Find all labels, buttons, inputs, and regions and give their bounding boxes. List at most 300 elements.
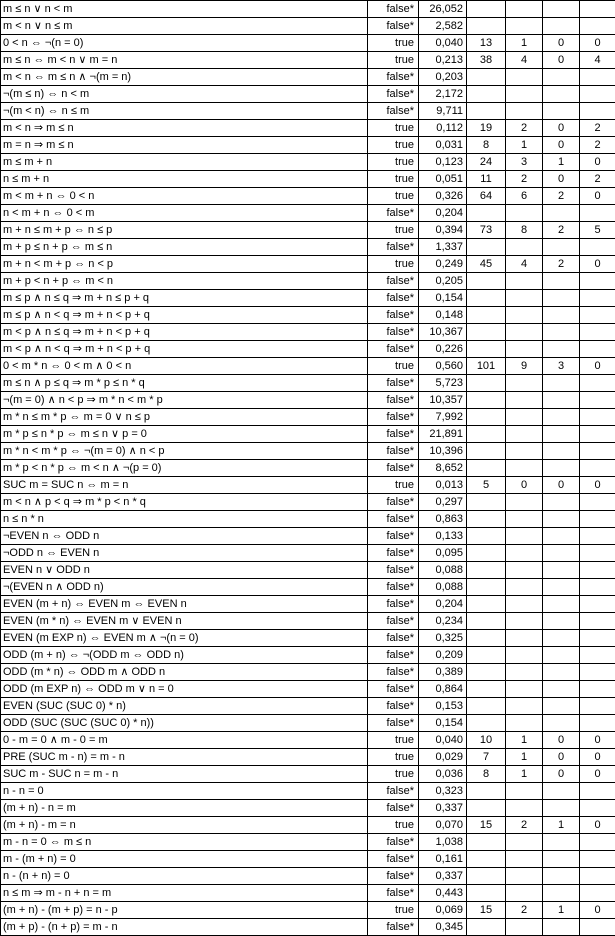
table-row xyxy=(1,477,615,494)
table-row xyxy=(1,800,615,817)
count-2-cell xyxy=(506,613,543,630)
count-3-cell xyxy=(543,273,580,290)
formula-cell: EVEN (SUC (SUC 0) * n) xyxy=(1,698,368,715)
time-cell: 0,325 xyxy=(419,630,467,647)
count-3-cell xyxy=(543,800,580,817)
count-3-cell xyxy=(543,681,580,698)
count-4-cell xyxy=(580,1,615,18)
count-3-cell xyxy=(543,239,580,256)
truth-cell: false* xyxy=(368,885,419,902)
formula-cell: m * p ≤ n * p ⇔ m ≤ n ∨ p = 0 xyxy=(1,426,368,443)
count-2-cell xyxy=(506,868,543,885)
table-row xyxy=(1,205,615,222)
formula-cell: m < n ⇔ m ≤ n ∧ ¬(m = n) xyxy=(1,69,368,86)
count-1-cell: 19 xyxy=(467,120,506,137)
count-3-cell: 1 xyxy=(543,902,580,919)
truth-cell: false* xyxy=(368,324,419,341)
time-cell: 0,337 xyxy=(419,868,467,885)
count-3-cell xyxy=(543,307,580,324)
truth-cell: true xyxy=(368,766,419,783)
time-cell: 0,161 xyxy=(419,851,467,868)
truth-cell: false* xyxy=(368,18,419,35)
truth-cell: true xyxy=(368,154,419,171)
count-1-cell xyxy=(467,681,506,698)
table-row xyxy=(1,273,615,290)
table-row xyxy=(1,868,615,885)
formula-cell: n - (n + n) = 0 xyxy=(1,868,368,885)
count-1-cell xyxy=(467,511,506,528)
formula-cell: 0 < m * n ⇔ 0 < m ∧ 0 < n xyxy=(1,358,368,375)
truth-cell: false* xyxy=(368,511,419,528)
time-cell: 0,205 xyxy=(419,273,467,290)
count-3-cell xyxy=(543,919,580,936)
count-3-cell xyxy=(543,647,580,664)
count-2-cell xyxy=(506,885,543,902)
count-2-cell xyxy=(506,426,543,443)
formula-cell: m < m + n ⇔ 0 < n xyxy=(1,188,368,205)
count-3-cell: 0 xyxy=(543,120,580,137)
formula-cell: 0 - m = 0 ∧ m - 0 = m xyxy=(1,732,368,749)
count-2-cell xyxy=(506,103,543,120)
count-2-cell xyxy=(506,851,543,868)
count-4-cell xyxy=(580,239,615,256)
count-4-cell xyxy=(580,375,615,392)
table-row xyxy=(1,528,615,545)
count-1-cell xyxy=(467,1,506,18)
count-2-cell xyxy=(506,545,543,562)
count-2-cell xyxy=(506,18,543,35)
count-1-cell xyxy=(467,868,506,885)
table-row xyxy=(1,1,615,18)
count-2-cell xyxy=(506,698,543,715)
count-3-cell xyxy=(543,664,580,681)
count-4-cell: 0 xyxy=(580,766,615,783)
truth-cell: false* xyxy=(368,307,419,324)
truth-cell: false* xyxy=(368,239,419,256)
count-4-cell: 0 xyxy=(580,35,615,52)
table-row xyxy=(1,494,615,511)
formula-cell: m < p ∧ n ≤ q ⇒ m + n < p + q xyxy=(1,324,368,341)
truth-cell: false* xyxy=(368,868,419,885)
truth-cell: false* xyxy=(368,579,419,596)
count-4-cell: 0 xyxy=(580,256,615,273)
formula-cell: n < m + n ⇔ 0 < m xyxy=(1,205,368,222)
table-row xyxy=(1,35,615,52)
truth-cell: true xyxy=(368,732,419,749)
formula-cell: m < n ∨ n ≤ m xyxy=(1,18,368,35)
time-cell: 0,204 xyxy=(419,596,467,613)
count-4-cell xyxy=(580,324,615,341)
count-2-cell xyxy=(506,783,543,800)
truth-cell: false* xyxy=(368,69,419,86)
time-cell: 0,226 xyxy=(419,341,467,358)
formula-cell: m = n ⇒ m ≤ n xyxy=(1,137,368,154)
count-3-cell: 0 xyxy=(543,35,580,52)
table-row xyxy=(1,52,615,69)
count-2-cell: 4 xyxy=(506,52,543,69)
count-1-cell xyxy=(467,460,506,477)
count-3-cell xyxy=(543,18,580,35)
formula-cell: (m + n) - m = n xyxy=(1,817,368,834)
table-row xyxy=(1,817,615,834)
truth-cell: false* xyxy=(368,409,419,426)
count-2-cell xyxy=(506,511,543,528)
table-row xyxy=(1,851,615,868)
formula-cell: m - (m + n) = 0 xyxy=(1,851,368,868)
count-2-cell xyxy=(506,324,543,341)
count-2-cell xyxy=(506,494,543,511)
count-1-cell xyxy=(467,18,506,35)
count-1-cell xyxy=(467,647,506,664)
table-row xyxy=(1,290,615,307)
count-1-cell: 8 xyxy=(467,137,506,154)
count-1-cell xyxy=(467,800,506,817)
count-3-cell: 3 xyxy=(543,358,580,375)
count-3-cell: 1 xyxy=(543,154,580,171)
table-row xyxy=(1,698,615,715)
formula-cell: ODD (SUC (SUC (SUC 0) * n)) xyxy=(1,715,368,732)
table-row xyxy=(1,409,615,426)
time-cell: 0,234 xyxy=(419,613,467,630)
table-row xyxy=(1,18,615,35)
count-3-cell: 0 xyxy=(543,766,580,783)
table-row xyxy=(1,460,615,477)
count-3-cell xyxy=(543,69,580,86)
count-4-cell xyxy=(580,834,615,851)
count-2-cell xyxy=(506,919,543,936)
truth-cell: false* xyxy=(368,528,419,545)
time-cell: 0,154 xyxy=(419,715,467,732)
count-4-cell xyxy=(580,698,615,715)
time-cell: 0,133 xyxy=(419,528,467,545)
count-3-cell xyxy=(543,613,580,630)
formula-cell: m < p ∧ n < q ⇒ m + n < p + q xyxy=(1,341,368,358)
count-2-cell xyxy=(506,630,543,647)
formula-cell: m + p < n + p ⇔ m < n xyxy=(1,273,368,290)
count-3-cell: 1 xyxy=(543,817,580,834)
truth-cell: true xyxy=(368,817,419,834)
time-cell: 0,051 xyxy=(419,171,467,188)
formula-cell: PRE (SUC m - n) = m - n xyxy=(1,749,368,766)
count-2-cell xyxy=(506,528,543,545)
count-4-cell: 0 xyxy=(580,358,615,375)
formula-cell: m + n < m + p ⇔ n < p xyxy=(1,256,368,273)
count-2-cell: 1 xyxy=(506,137,543,154)
time-cell: 0,069 xyxy=(419,902,467,919)
time-cell: 0,112 xyxy=(419,120,467,137)
table-row xyxy=(1,579,615,596)
truth-cell: true xyxy=(368,749,419,766)
count-2-cell xyxy=(506,596,543,613)
count-2-cell xyxy=(506,273,543,290)
formula-cell: ¬(EVEN n ∧ ODD n) xyxy=(1,579,368,596)
truth-cell: true xyxy=(368,35,419,52)
time-cell: 0,088 xyxy=(419,579,467,596)
count-3-cell xyxy=(543,409,580,426)
truth-cell: true xyxy=(368,477,419,494)
truth-cell: false* xyxy=(368,290,419,307)
count-3-cell xyxy=(543,392,580,409)
count-3-cell: 0 xyxy=(543,477,580,494)
count-2-cell xyxy=(506,86,543,103)
count-1-cell xyxy=(467,426,506,443)
count-4-cell xyxy=(580,783,615,800)
count-3-cell xyxy=(543,868,580,885)
count-1-cell: 7 xyxy=(467,749,506,766)
time-cell: 9,711 xyxy=(419,103,467,120)
count-2-cell xyxy=(506,392,543,409)
time-cell: 0,345 xyxy=(419,919,467,936)
formula-cell: n - n = 0 xyxy=(1,783,368,800)
count-2-cell: 0 xyxy=(506,477,543,494)
count-4-cell xyxy=(580,800,615,817)
table-row xyxy=(1,613,615,630)
formula-cell: m ≤ n ∨ n < m xyxy=(1,1,368,18)
count-4-cell xyxy=(580,273,615,290)
count-1-cell: 64 xyxy=(467,188,506,205)
count-2-cell: 1 xyxy=(506,766,543,783)
truth-cell: false* xyxy=(368,426,419,443)
count-3-cell xyxy=(543,443,580,460)
formula-cell: m ≤ n ∧ p ≤ q ⇒ m * p ≤ n * q xyxy=(1,375,368,392)
table-row xyxy=(1,307,615,324)
count-1-cell xyxy=(467,562,506,579)
time-cell: 0,040 xyxy=(419,35,467,52)
count-4-cell: 0 xyxy=(580,732,615,749)
count-3-cell: 0 xyxy=(543,171,580,188)
table-row xyxy=(1,188,615,205)
formula-cell: EVEN (m + n) ⇔ EVEN m ⇔ EVEN n xyxy=(1,596,368,613)
truth-cell: false* xyxy=(368,1,419,18)
table-row xyxy=(1,103,615,120)
formula-cell: n ≤ m ⇒ m - n + n = m xyxy=(1,885,368,902)
formula-cell: m ≤ p ∧ n ≤ q ⇒ m + n ≤ p + q xyxy=(1,290,368,307)
truth-cell: true xyxy=(368,188,419,205)
time-cell: 0,337 xyxy=(419,800,467,817)
count-3-cell xyxy=(543,885,580,902)
count-1-cell xyxy=(467,341,506,358)
count-3-cell: 2 xyxy=(543,222,580,239)
formula-cell: ¬(m = 0) ∧ n < p ⇒ m * n < m * p xyxy=(1,392,368,409)
formula-cell: ¬(m ≤ n) ⇔ n < m xyxy=(1,86,368,103)
results-table-body xyxy=(1,1,615,936)
time-cell: 0,249 xyxy=(419,256,467,273)
table-row xyxy=(1,647,615,664)
count-3-cell xyxy=(543,494,580,511)
formula-cell: ODD (m * n) ⇔ ODD m ∧ ODD n xyxy=(1,664,368,681)
count-3-cell xyxy=(543,375,580,392)
time-cell: 0,154 xyxy=(419,290,467,307)
table-row xyxy=(1,443,615,460)
count-4-cell xyxy=(580,596,615,613)
count-1-cell: 10 xyxy=(467,732,506,749)
count-4-cell xyxy=(580,392,615,409)
time-cell: 0,088 xyxy=(419,562,467,579)
count-1-cell: 13 xyxy=(467,35,506,52)
count-1-cell xyxy=(467,885,506,902)
table-row xyxy=(1,885,615,902)
count-1-cell: 38 xyxy=(467,52,506,69)
truth-cell: false* xyxy=(368,392,419,409)
count-4-cell xyxy=(580,715,615,732)
formula-cell: m ≤ m + n xyxy=(1,154,368,171)
time-cell: 21,891 xyxy=(419,426,467,443)
formula-cell: SUC m - SUC n = m - n xyxy=(1,766,368,783)
formula-cell: m < n ⇒ m ≤ n xyxy=(1,120,368,137)
count-4-cell: 0 xyxy=(580,749,615,766)
count-3-cell: 2 xyxy=(543,256,580,273)
time-cell: 2,582 xyxy=(419,18,467,35)
time-cell: 10,396 xyxy=(419,443,467,460)
table-row xyxy=(1,919,615,936)
truth-cell: false* xyxy=(368,681,419,698)
count-1-cell: 15 xyxy=(467,902,506,919)
count-4-cell xyxy=(580,562,615,579)
time-cell: 0,209 xyxy=(419,647,467,664)
count-1-cell xyxy=(467,239,506,256)
count-2-cell xyxy=(506,409,543,426)
count-1-cell xyxy=(467,528,506,545)
count-2-cell xyxy=(506,341,543,358)
time-cell: 0,013 xyxy=(419,477,467,494)
formula-cell: m * n ≤ m * p ⇔ m = 0 ∨ n ≤ p xyxy=(1,409,368,426)
formula-cell: m ≤ p ∧ n < q ⇒ m + n < p + q xyxy=(1,307,368,324)
count-4-cell xyxy=(580,851,615,868)
truth-cell: true xyxy=(368,358,419,375)
count-2-cell xyxy=(506,205,543,222)
truth-cell: false* xyxy=(368,545,419,562)
count-4-cell xyxy=(580,307,615,324)
time-cell: 0,148 xyxy=(419,307,467,324)
count-3-cell: 0 xyxy=(543,137,580,154)
formula-cell: n ≤ n * n xyxy=(1,511,368,528)
table-row xyxy=(1,511,615,528)
count-2-cell: 2 xyxy=(506,120,543,137)
count-1-cell xyxy=(467,783,506,800)
table-row xyxy=(1,715,615,732)
table-row xyxy=(1,749,615,766)
count-4-cell xyxy=(580,885,615,902)
count-1-cell xyxy=(467,834,506,851)
formula-cell: EVEN (m EXP n) ⇔ EVEN m ∧ ¬(n = 0) xyxy=(1,630,368,647)
time-cell: 1,038 xyxy=(419,834,467,851)
count-3-cell xyxy=(543,426,580,443)
table-row xyxy=(1,358,615,375)
truth-cell: false* xyxy=(368,698,419,715)
count-2-cell: 4 xyxy=(506,256,543,273)
count-4-cell xyxy=(580,290,615,307)
count-1-cell xyxy=(467,494,506,511)
count-4-cell xyxy=(580,443,615,460)
count-3-cell xyxy=(543,596,580,613)
table-row xyxy=(1,834,615,851)
count-2-cell xyxy=(506,800,543,817)
count-3-cell: 0 xyxy=(543,749,580,766)
count-3-cell xyxy=(543,528,580,545)
count-1-cell xyxy=(467,715,506,732)
formula-cell: m * p < n * p ⇔ m < n ∧ ¬(p = 0) xyxy=(1,460,368,477)
count-2-cell: 1 xyxy=(506,35,543,52)
formula-cell: ¬ODD n ⇔ EVEN n xyxy=(1,545,368,562)
truth-cell: false* xyxy=(368,630,419,647)
count-4-cell xyxy=(580,630,615,647)
truth-cell: true xyxy=(368,137,419,154)
time-cell: 0,326 xyxy=(419,188,467,205)
truth-cell: false* xyxy=(368,919,419,936)
formula-cell: ¬EVEN n ⇔ ODD n xyxy=(1,528,368,545)
formula-cell: ¬(m < n) ⇔ n ≤ m xyxy=(1,103,368,120)
time-cell: 0,036 xyxy=(419,766,467,783)
formula-cell: (m + n) - n = m xyxy=(1,800,368,817)
time-cell: 0,153 xyxy=(419,698,467,715)
truth-cell: false* xyxy=(368,103,419,120)
formula-cell: ODD (m EXP n) ⇔ ODD m ∨ n = 0 xyxy=(1,681,368,698)
count-3-cell xyxy=(543,630,580,647)
count-1-cell xyxy=(467,409,506,426)
count-4-cell xyxy=(580,341,615,358)
truth-cell: false* xyxy=(368,647,419,664)
truth-cell: false* xyxy=(368,613,419,630)
time-cell: 0,394 xyxy=(419,222,467,239)
count-4-cell xyxy=(580,86,615,103)
count-1-cell xyxy=(467,630,506,647)
count-2-cell: 2 xyxy=(506,171,543,188)
count-2-cell xyxy=(506,375,543,392)
count-1-cell xyxy=(467,324,506,341)
formula-cell: m + n ≤ m + p ⇔ n ≤ p xyxy=(1,222,368,239)
truth-cell: false* xyxy=(368,800,419,817)
count-2-cell xyxy=(506,562,543,579)
truth-cell: false* xyxy=(368,443,419,460)
count-3-cell xyxy=(543,562,580,579)
count-2-cell xyxy=(506,239,543,256)
count-3-cell xyxy=(543,698,580,715)
count-4-cell xyxy=(580,664,615,681)
table-row xyxy=(1,596,615,613)
time-cell: 0,323 xyxy=(419,783,467,800)
count-1-cell: 8 xyxy=(467,766,506,783)
truth-cell: false* xyxy=(368,851,419,868)
truth-cell: false* xyxy=(368,715,419,732)
table-row xyxy=(1,86,615,103)
count-3-cell: 0 xyxy=(543,732,580,749)
table-row xyxy=(1,902,615,919)
count-1-cell xyxy=(467,596,506,613)
count-1-cell: 11 xyxy=(467,171,506,188)
truth-cell: true xyxy=(368,120,419,137)
count-4-cell xyxy=(580,545,615,562)
table-row xyxy=(1,545,615,562)
table-row xyxy=(1,766,615,783)
formula-cell: 0 < n ⇔ ¬(n = 0) xyxy=(1,35,368,52)
time-cell: 0,095 xyxy=(419,545,467,562)
count-3-cell xyxy=(543,341,580,358)
time-cell: 0,213 xyxy=(419,52,467,69)
time-cell: 5,723 xyxy=(419,375,467,392)
formula-cell: m ≤ n ⇔ m < n ∨ m = n xyxy=(1,52,368,69)
count-1-cell xyxy=(467,443,506,460)
count-1-cell xyxy=(467,392,506,409)
count-1-cell: 24 xyxy=(467,154,506,171)
count-4-cell: 0 xyxy=(580,477,615,494)
count-4-cell xyxy=(580,647,615,664)
count-4-cell xyxy=(580,409,615,426)
count-3-cell xyxy=(543,851,580,868)
truth-cell: true xyxy=(368,222,419,239)
count-4-cell xyxy=(580,868,615,885)
truth-cell: false* xyxy=(368,596,419,613)
table-row xyxy=(1,375,615,392)
